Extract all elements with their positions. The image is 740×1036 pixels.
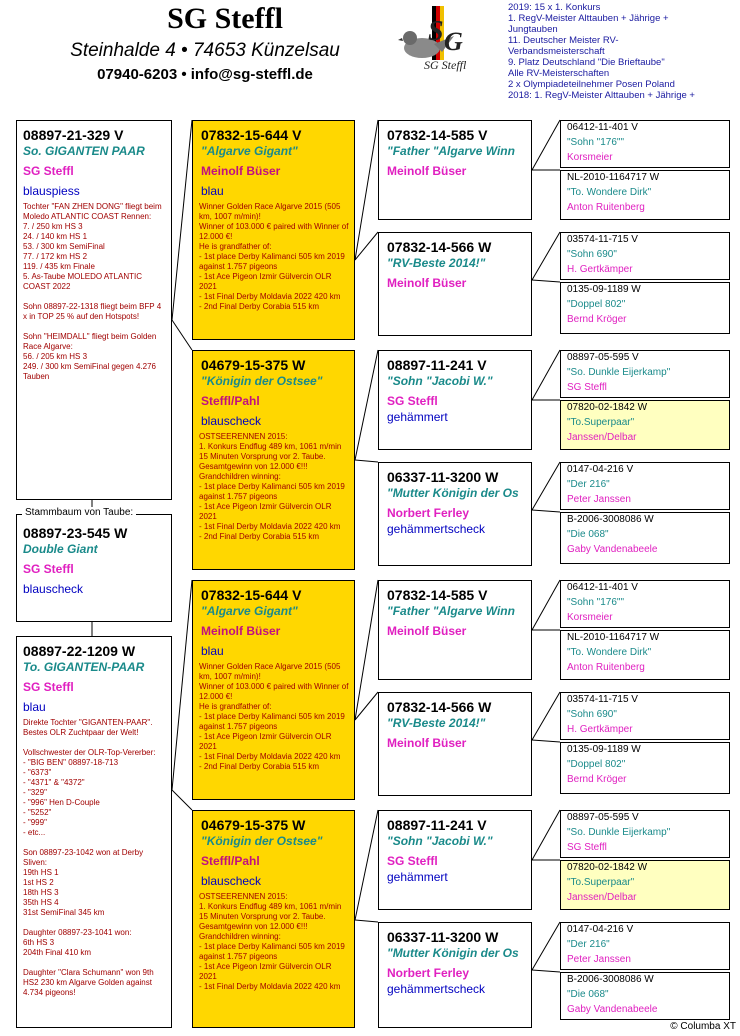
- g3-card[interactable]: [560, 170, 730, 220]
- g3-name: "To.Superpaar": [567, 877, 635, 888]
- g3-name: "Der 216": [567, 479, 610, 490]
- g3-name: "Doppel 802": [567, 299, 626, 310]
- great-grandparent-name: "Father "Algarve Winn: [387, 604, 515, 618]
- great-grandparent-name: "Mutter Königin der Os: [387, 946, 519, 960]
- g3-breeder: Janssen/Delbar: [567, 432, 637, 443]
- dam-breeder: SG Steffl: [23, 680, 74, 694]
- g3-breeder: Bernd Kröger: [567, 774, 627, 785]
- dam-notes: Direkte Tochter "GIGANTEN-PAAR". Bestes OLR Zuchtpaar der Welt! Vollschwester der OLR-Top-Vererber: - "BIG BEN" 08897-18-713 - "6373" - "4371" & "4372" - "329" - "996" Hen D-Couple - "5252" - "999" - etc... Son 08897-23-1042 won at Derby Sliven: 19th HS 1 1st HS 2 18th HS 3 35th HS 4 31st SemiFinal 345 km Daughter 08897-23-1041 won: 6th HS 3 204th Final 410 km Daughter "Clara Schumann" won 9th HS2 230 km Algarve Golden against 4.734 pigeons!: [23, 718, 156, 997]
- g3-card[interactable]: [560, 922, 730, 970]
- g3-name: "To. Wondere Dirk": [567, 187, 652, 198]
- great-grandparent-card[interactable]: [378, 810, 532, 910]
- g3-card[interactable]: [560, 462, 730, 510]
- great-grandparent-breeder: Meinolf Büser: [387, 736, 467, 750]
- g3-ring: 0135-09-1189 W: [567, 284, 641, 295]
- great-grandparent-breeder: Meinolf Büser: [387, 624, 467, 638]
- sire-notes: Tochter "FAN ZHEN DONG" fliegt beim Moledo ATLANTIC COAST Rennen: 7. / 250 km HS 3 24. / 140 km HS 1 53. / 300 km SemiFinal 77. / 172 km HS 2 119. / 435 km Finale 5. As-Taube MOLEDO ATLANTIC COAST 2022 Sohn 08897-22-1318 fliegt beim BFP 4 x in TOP 25 % auf den Hotspots! Sohn "HEIMDALL" fliegt beim Golden Race Algarve: 56. / 205 km HS 3 249. / 300 km SemiFinal gegen 4.276 Tauben: [23, 202, 162, 381]
- great-grandparent-ring: 07832-14-585 V: [387, 587, 488, 603]
- g3-card[interactable]: [560, 580, 730, 628]
- svg-text:S: S: [428, 16, 444, 47]
- great-grandparent-name: "Sohn "Jacobi W.": [387, 374, 493, 388]
- g3-name: "So. Dunkle Eijerkamp": [567, 827, 671, 838]
- address: Steinhalde 4 • 74653 Künzelsau: [70, 40, 340, 61]
- great-grandparent-color: gehämmert: [387, 410, 448, 424]
- subject-label: Stammbaum von Taube:: [22, 507, 136, 518]
- g3-breeder: Korsmeier: [567, 152, 613, 163]
- sire-name: So. GIGANTEN PAAR: [23, 144, 145, 158]
- dam-name: To. GIGANTEN-PAAR: [23, 660, 145, 674]
- great-grandparent-name: "Sohn "Jacobi W.": [387, 834, 493, 848]
- g3-breeder: Anton Ruitenberg: [567, 202, 645, 213]
- g3-name: "Der 216": [567, 939, 610, 950]
- great-grandparent-name: "RV-Beste 2014!": [387, 256, 486, 270]
- great-grandparent-card[interactable]: [378, 120, 532, 220]
- great-grandparent-breeder: SG Steffl: [387, 394, 438, 408]
- great-grandparent-card[interactable]: [378, 580, 532, 680]
- subject-name: Double Giant: [23, 542, 98, 556]
- grandparent-breeder: Steffl/Pahl: [201, 854, 260, 868]
- achievements: 2019: 15 x 1. Konkurs 1. RegV-Meister Alttauben + Jährige + Jungtauben 11. Deutscher Meister RV- Verbandsmeisterschaft 9. Platz Deutschland "Die Brieftaube" Alle RV-Meisterschaften 2 x Olympiadeteilnehmer Posen Poland 2018: 1. RegV-Meister Alttauben + Jährige +: [508, 2, 695, 101]
- g3-name: "To. Wondere Dirk": [567, 647, 652, 658]
- page-title: SG Steffl: [167, 2, 283, 35]
- g3-breeder: Bernd Kröger: [567, 314, 627, 325]
- g3-ring: 0147-04-216 V: [567, 464, 634, 475]
- g3-breeder: Gaby Vandenabeele: [567, 1004, 658, 1015]
- g3-breeder: Janssen/Delbar: [567, 892, 637, 903]
- sire-color: blauspiess: [23, 184, 80, 198]
- great-grandparent-name: "Mutter Königin der Os: [387, 486, 519, 500]
- g3-card[interactable]: [560, 400, 730, 450]
- g3-ring: 08897-05-595 V: [567, 812, 639, 823]
- great-grandparent-ring: 07832-14-566 W: [387, 699, 492, 715]
- dam-ring: 08897-22-1209 W: [23, 643, 136, 659]
- g3-card[interactable]: [560, 692, 730, 740]
- great-grandparent-ring: 08897-11-241 V: [387, 817, 487, 833]
- grandparent-notes: Winner Golden Race Algarve 2015 (505 km, 1007 m/min)! Winner of 103.000 € paired with Winner of 12.000 €! He is grandfather of: - 1st place Derby Kalimanci 505 km 2019 against 1.757 pigeons - 1st Ace Pigeon Izmir Gülvercin OLR 2021 - 1st Final Derby Moldavia 2022 420 km - 2nd Final Derby Corabia 515 km: [199, 202, 349, 311]
- g3-name: "Sohn "176"": [567, 137, 625, 148]
- g3-breeder: Peter Janssen: [567, 494, 631, 505]
- g3-breeder: SG Steffl: [567, 842, 607, 853]
- grandparent-name: "Königin der Ostsee": [201, 374, 323, 388]
- g3-ring: 06412-11-401 V: [567, 122, 638, 133]
- sire-card[interactable]: [16, 120, 172, 500]
- grandparent-name: "Königin der Ostsee": [201, 834, 323, 848]
- great-grandparent-ring: 07832-14-566 W: [387, 239, 492, 255]
- great-grandparent-ring: 07832-14-585 V: [387, 127, 488, 143]
- contact: 07940-6203 • info@sg-steffl.de: [97, 66, 313, 83]
- great-grandparent-ring: 08897-11-241 V: [387, 357, 487, 373]
- great-grandparent-card[interactable]: [378, 692, 532, 796]
- g3-ring: B-2006-3008086 W: [567, 974, 654, 985]
- g3-card[interactable]: [560, 120, 730, 168]
- g3-breeder: SG Steffl: [567, 382, 607, 393]
- g3-card[interactable]: [560, 810, 730, 858]
- grandparent-breeder: Meinolf Büser: [201, 164, 281, 178]
- subject-breeder: SG Steffl: [23, 562, 74, 576]
- grandparent-breeder: Meinolf Büser: [201, 624, 281, 638]
- logo-text: SG Steffl: [424, 58, 467, 72]
- g3-card[interactable]: [560, 972, 730, 1020]
- great-grandparent-breeder: SG Steffl: [387, 854, 438, 868]
- g3-card[interactable]: [560, 350, 730, 398]
- great-grandparent-card[interactable]: [378, 922, 532, 1028]
- great-grandparent-color: gehämmertscheck: [387, 982, 486, 996]
- grandparent-notes: OSTSEERENNEN 2015: 1. Konkurs Endflug 489 km, 1061 m/min 15 Minuten Vorsprung vor 2. Taube. Gesamtgewinn von 12.000 €!!! Grandchildren winning: - 1st place Derby Kalimanci 505 km 2019 against 1.757 pigeons - 1st Ace Pigeon Izmir Gülvercin OLR 2021 - 1st Final Derby Moldavia 2022 420 km - 2nd Final Derby Corabia 515 km: [199, 432, 345, 541]
- great-grandparent-breeder: Norbert Ferley: [387, 966, 470, 980]
- g3-ring: 0147-04-216 V: [567, 924, 634, 935]
- grandparent-name: "Algarve Gigant": [201, 604, 298, 618]
- g3-breeder: Korsmeier: [567, 612, 613, 623]
- g3-ring: 0135-09-1189 W: [567, 744, 641, 755]
- g3-ring: 07820-02-1842 W: [567, 402, 648, 413]
- g3-ring: 03574-11-715 V: [567, 694, 638, 705]
- grandparent-color: blauscheck: [201, 874, 262, 888]
- g3-breeder: Anton Ruitenberg: [567, 662, 645, 673]
- sire-breeder: SG Steffl: [23, 164, 74, 178]
- g3-name: "Sohn 690": [567, 249, 617, 260]
- g3-breeder: H. Gertkämper: [567, 724, 633, 735]
- grandparent-name: "Algarve Gigant": [201, 144, 298, 158]
- great-grandparent-breeder: Meinolf Büser: [387, 164, 467, 178]
- subject-card[interactable]: [16, 514, 172, 622]
- g3-card[interactable]: [560, 512, 730, 564]
- great-grandparent-breeder: Meinolf Büser: [387, 276, 467, 290]
- grandparent-ring: 07832-15-644 V: [201, 127, 302, 143]
- grandparent-breeder: Steffl/Pahl: [201, 394, 260, 408]
- subject-ring: 08897-23-545 W: [23, 525, 128, 541]
- g3-card[interactable]: [560, 630, 730, 680]
- g3-name: "Doppel 802": [567, 759, 626, 770]
- great-grandparent-color: [379, 638, 531, 644]
- grandparent-notes: Winner Golden Race Algarve 2015 (505 km, 1007 m/min)! Winner of 103.000 € paired with Winner of 12.000 €! He is grandfather of: - 1st place Derby Kalimanci 505 km 2019 against 1.757 pigeons - 1st Ace Pigeon Izmir Gülvercin OLR 2021 - 1st Final Derby Moldavia 2022 420 km - 2nd Final Derby Corabia 515 km: [199, 662, 349, 771]
- great-grandparent-breeder: Norbert Ferley: [387, 506, 470, 520]
- grandparent-ring: 04679-15-375 W: [201, 357, 306, 373]
- g3-ring: B-2006-3008086 W: [567, 514, 654, 525]
- great-grandparent-card[interactable]: [378, 350, 532, 450]
- great-grandparent-color: [379, 750, 531, 756]
- g3-ring: NL-2010-1164717 W: [567, 632, 660, 643]
- g3-ring: 08897-05-595 V: [567, 352, 639, 363]
- grandparent-notes: OSTSEERENNEN 2015: 1. Konkurs Endflug 489 km, 1061 m/min 15 Minuten Vorsprung vor 2. Taube. Gesamtgewinn von 12.000 €!!! Grandchildren winning: - 1st place Derby Kalimanci 505 km 2019 against 1.757 pigeons - 1st Ace Pigeon Izmir Gülvercin OLR 2021 - 1st Final Derby Moldavia 2022 420 km: [199, 892, 345, 991]
- grandparent-card[interactable]: [192, 350, 355, 570]
- great-grandparent-color: [379, 178, 531, 184]
- g3-ring: 06412-11-401 V: [567, 582, 638, 593]
- g3-name: "Sohn 690": [567, 709, 617, 720]
- grandparent-card[interactable]: [192, 120, 355, 340]
- svg-text:G: G: [444, 27, 463, 56]
- great-grandparent-ring: 06337-11-3200 W: [387, 469, 499, 485]
- dam-color: blau: [23, 700, 46, 714]
- g3-card[interactable]: [560, 742, 730, 794]
- g3-name: "Sohn "176"": [567, 597, 625, 608]
- g3-name: "Die 068": [567, 529, 609, 540]
- great-grandparent-card[interactable]: [378, 462, 532, 566]
- sire-ring: 08897-21-329 V: [23, 127, 124, 143]
- great-grandparent-color: gehämmert: [387, 870, 448, 884]
- grandparent-ring: 04679-15-375 W: [201, 817, 306, 833]
- g3-card[interactable]: [560, 860, 730, 910]
- grandparent-color: blau: [201, 184, 224, 198]
- grandparent-color: blauscheck: [201, 414, 262, 428]
- g3-card[interactable]: [560, 232, 730, 280]
- g3-name: "Die 068": [567, 989, 609, 1000]
- great-grandparent-name: "RV-Beste 2014!": [387, 716, 486, 730]
- g3-ring: 07820-02-1842 W: [567, 862, 648, 873]
- great-grandparent-color: [379, 290, 531, 296]
- grandparent-card[interactable]: [192, 580, 355, 800]
- great-grandparent-name: "Father "Algarve Winn: [387, 144, 515, 158]
- great-grandparent-ring: 06337-11-3200 W: [387, 929, 499, 945]
- g3-breeder: Peter Janssen: [567, 954, 631, 965]
- grandparent-color: blau: [201, 644, 224, 658]
- g3-ring: 03574-11-715 V: [567, 234, 638, 245]
- grandparent-ring: 07832-15-644 V: [201, 587, 302, 603]
- g3-breeder: Gaby Vandenabeele: [567, 544, 658, 555]
- g3-name: "So. Dunkle Eijerkamp": [567, 367, 671, 378]
- g3-breeder: H. Gertkämper: [567, 264, 633, 275]
- grandparent-card[interactable]: [192, 810, 355, 1028]
- subject-color: blauscheck: [23, 582, 84, 596]
- g3-name: "To.Superpaar": [567, 417, 635, 428]
- great-grandparent-color: gehämmertscheck: [387, 522, 486, 536]
- great-grandparent-card[interactable]: [378, 232, 532, 336]
- copyright: © Columba XT: [670, 1021, 736, 1032]
- g3-card[interactable]: [560, 282, 730, 334]
- dam-card[interactable]: [16, 636, 172, 1028]
- g3-ring: NL-2010-1164717 W: [567, 172, 660, 183]
